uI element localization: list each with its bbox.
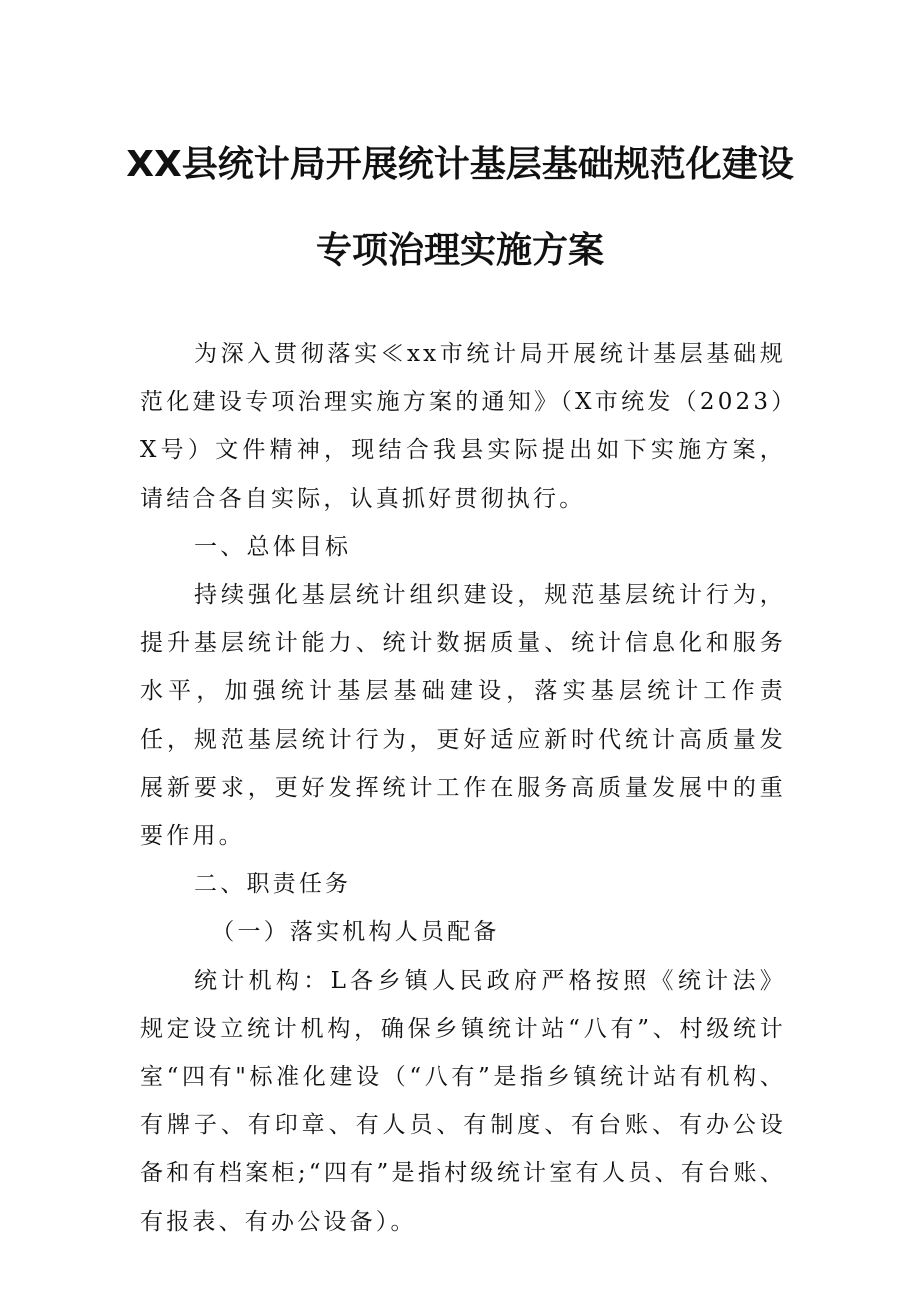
intro-paragraph: 为深入贯彻落实≪xx市统计局开展统计基层基础规范化建设专项治理实施方案的通知》（X市统发（2023）X号）文件精神，现结合我县实际提出如下实施方案，请结合各自实际，认真抓好贯彻执行。 [140, 341, 786, 512]
section-1-paragraph: 持续强化基层统计组织建设，规范基层统计行为，提升基层统计能力、统计数据质量、统计信息化和服务水平，加强统计基层基础建设，落实基层统计工作责任，规范基层统计行为，更好适应新时代统计高质量发展新要求，更好发挥统计工作在服务高质量发展中的重要作用。 [140, 582, 786, 850]
section-2-paragraph: 统计机构：L各乡镇人民政府严格按照《统计法》规定设立统计机构，确保乡镇统计站“八有”、村级统计室“四有"标准化建设（“八有”是指乡镇统计站有机构、有牌子、有印章、有人员、有制度、有台账、有办公设备和有档案柜;“四有”是指村级统计室有人员、有台账、有报表、有办公设备）。 [140, 967, 786, 1235]
document-title-line-1: XX县统计局开展统计基层基础规范化建设 [126, 144, 794, 185]
document-title-line-2: 专项治理实施方案 [315, 230, 604, 271]
section-2-heading: 二、职责任务 [194, 871, 352, 898]
section-1-heading: 一、总体目标 [194, 533, 352, 560]
section-2-sub-heading: （一）落实机构人员配备 [211, 919, 500, 946]
document-body [140, 330, 786, 1246]
